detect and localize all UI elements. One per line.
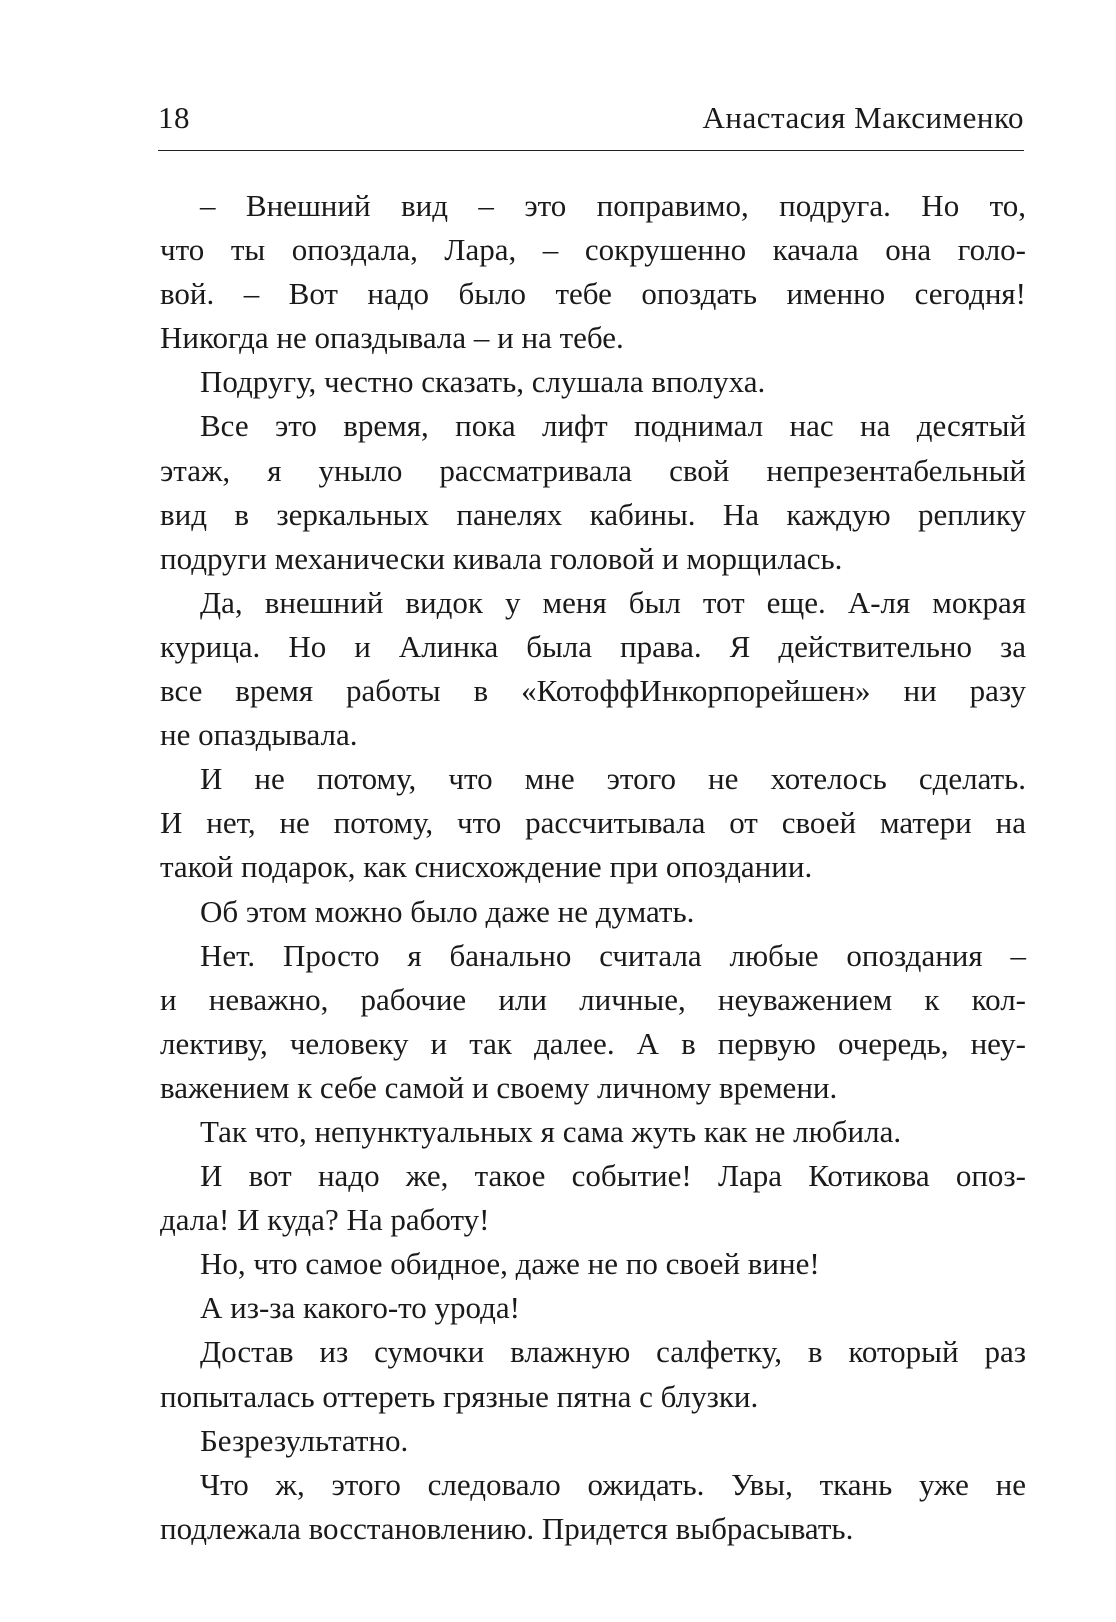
- text-line: и неважно, рабочие или личные, неуважением к кол-: [160, 981, 1026, 1017]
- text-line: Об этом можно было даже не думать.: [200, 893, 695, 929]
- text-line: Все это время, пока лифт поднимал нас на десятый: [200, 408, 1026, 444]
- text-line: Так что, непунктуальных я сама жуть как не любила.: [200, 1113, 902, 1149]
- text-line: – Внешний вид – это поправимо, подруга. Но то,: [200, 188, 1026, 223]
- text-line: подлежала восстановлению. Придется выбрасывать.: [160, 1510, 854, 1546]
- text-line: Нет. Просто я банально считала любые опоздания –: [200, 937, 1026, 973]
- text-line: Да, внешний видок у меня был тот еще. А-ля мокрая: [200, 584, 1026, 620]
- text-line: лективу, человеку и так далее. А в первую очередь, неу-: [160, 1025, 1026, 1061]
- text-line: Но, что самое обидное, даже не по своей вине!: [200, 1246, 820, 1282]
- text-line: И нет, не потому, что рассчитывала от своей матери на: [160, 805, 1026, 841]
- text-line: Достав из сумочки влажную салфетку, в который раз: [200, 1334, 1026, 1370]
- text-line: что ты опоздала, Лара, – сокрушенно качала она голо-: [160, 232, 1026, 268]
- text-line: курица. Но и Алинка была права. Я действительно за: [160, 628, 1026, 664]
- text-line: Подругу, честно сказать, слушала вполуха.: [200, 364, 766, 400]
- header-rule: [158, 150, 1024, 151]
- text-line: И не потому, что мне этого не хотелось сделать.: [200, 761, 1026, 797]
- text-line: вид в зеркальных панелях кабины. На каждую реплику: [160, 496, 1026, 532]
- text-line: Безрезультатно.: [200, 1422, 409, 1458]
- text-line: Никогда не опаздывала – и на тебе.: [160, 320, 624, 356]
- text-line: не опаздывала.: [160, 717, 358, 753]
- text-line: подруги механически кивала головой и морщилась.: [160, 540, 843, 576]
- text-line: такой подарок, как снисхождение при опоздании.: [160, 849, 813, 885]
- text-line: А из-за какого-то урода!: [200, 1290, 521, 1326]
- text-line: попыталась оттереть грязные пятна с блузки.: [160, 1378, 759, 1414]
- running-head-author: Анастасия Максименко: [702, 100, 1024, 135]
- text-line: этаж, я уныло рассматривала свой непрезентабельный: [160, 452, 1026, 488]
- body-text: [160, 184, 1026, 1551]
- text-line: Что ж, этого следовало ожидать. Увы, ткань уже не: [200, 1466, 1026, 1502]
- text-line: важением к себе самой и своему личному времени.: [160, 1069, 838, 1105]
- text-line: все время работы в «КотоффИнкорпорейшен» ни разу: [160, 673, 1026, 709]
- text-line: дала! И куда? На работу!: [160, 1202, 490, 1238]
- running-head: [158, 96, 1024, 140]
- text-line: вой. – Вот надо было тебе опоздать именно сегодня!: [160, 276, 1026, 312]
- text-line: И вот надо же, такое событие! Лара Котикова опоз-: [200, 1158, 1026, 1194]
- page-number: 18: [158, 100, 190, 135]
